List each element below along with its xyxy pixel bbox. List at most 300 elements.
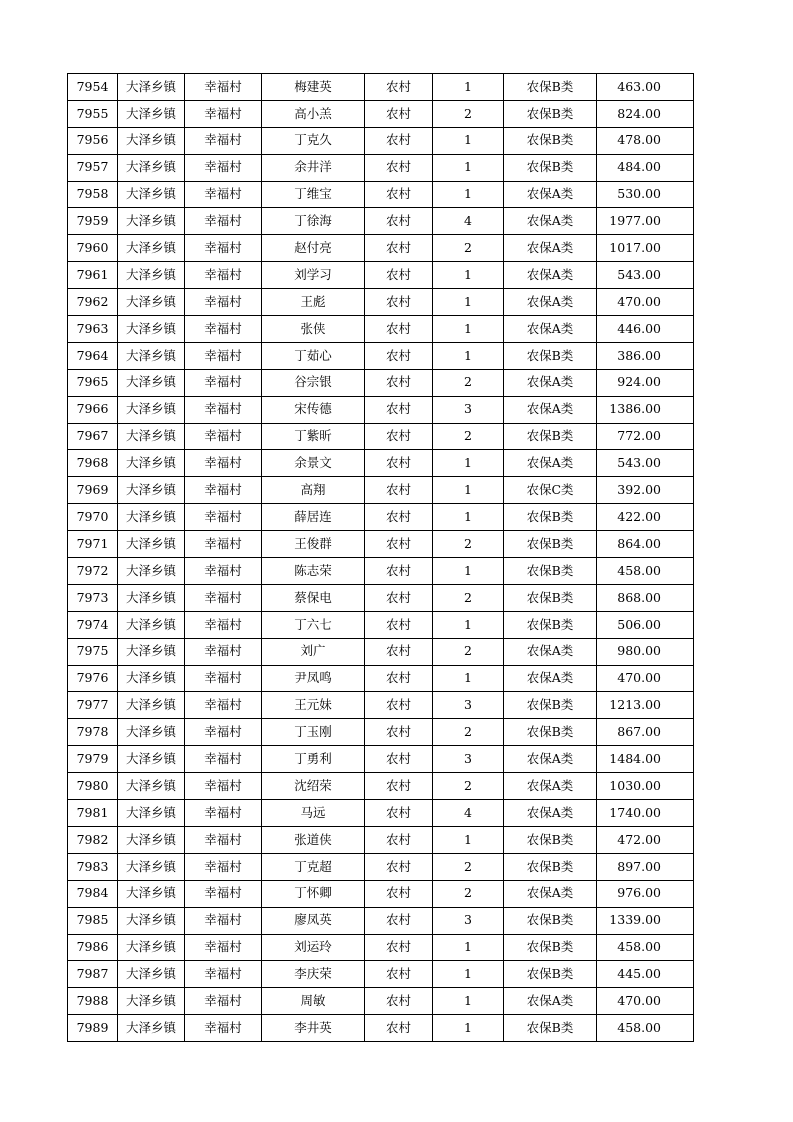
- table-row: [68, 262, 694, 289]
- township-cell: 大泽乡镇: [118, 719, 185, 746]
- area-type-cell: 农村: [365, 504, 433, 531]
- household-count-cell: 2: [433, 853, 504, 880]
- amount-cell: 1339.00: [597, 907, 694, 934]
- household-count-cell: 3: [433, 746, 504, 773]
- village-cell: 幸福村: [185, 638, 262, 665]
- township-cell: 大泽乡镇: [118, 826, 185, 853]
- table-row: [68, 396, 694, 423]
- table-row: [68, 558, 694, 585]
- village-cell: 幸福村: [185, 423, 262, 450]
- household-count-cell: 1: [433, 665, 504, 692]
- amount-cell: 446.00: [597, 316, 694, 343]
- village-cell: 幸福村: [185, 692, 262, 719]
- township-cell: 大泽乡镇: [118, 584, 185, 611]
- row-number-cell: 7960: [68, 235, 118, 262]
- village-cell: 幸福村: [185, 262, 262, 289]
- township-cell: 大泽乡镇: [118, 907, 185, 934]
- township-cell: 大泽乡镇: [118, 208, 185, 235]
- table-row: [68, 100, 694, 127]
- row-number-cell: 7966: [68, 396, 118, 423]
- table-row: [68, 746, 694, 773]
- area-type-cell: 农村: [365, 342, 433, 369]
- row-number-cell: 7987: [68, 961, 118, 988]
- area-type-cell: 农村: [365, 289, 433, 316]
- township-cell: 大泽乡镇: [118, 692, 185, 719]
- insurance-category-cell: 农保B类: [504, 127, 597, 154]
- insurance-category-cell: 农保A类: [504, 262, 597, 289]
- row-number-cell: 7956: [68, 127, 118, 154]
- name-cell: 丁勇利: [262, 746, 365, 773]
- table-row: [68, 880, 694, 907]
- name-cell: 刘运玲: [262, 934, 365, 961]
- row-number-cell: 7964: [68, 342, 118, 369]
- row-number-cell: 7985: [68, 907, 118, 934]
- township-cell: 大泽乡镇: [118, 934, 185, 961]
- area-type-cell: 农村: [365, 208, 433, 235]
- amount-cell: 1977.00: [597, 208, 694, 235]
- amount-cell: 484.00: [597, 154, 694, 181]
- row-number-cell: 7965: [68, 369, 118, 396]
- area-type-cell: 农村: [365, 235, 433, 262]
- table-row: [68, 934, 694, 961]
- insurance-category-cell: 农保A类: [504, 181, 597, 208]
- household-count-cell: 1: [433, 342, 504, 369]
- area-type-cell: 农村: [365, 558, 433, 585]
- village-cell: 幸福村: [185, 289, 262, 316]
- township-cell: 大泽乡镇: [118, 638, 185, 665]
- township-cell: 大泽乡镇: [118, 853, 185, 880]
- amount-cell: 924.00: [597, 369, 694, 396]
- area-type-cell: 农村: [365, 800, 433, 827]
- table-row: [68, 719, 694, 746]
- amount-cell: 824.00: [597, 100, 694, 127]
- amount-cell: 386.00: [597, 342, 694, 369]
- name-cell: 李庆荣: [262, 961, 365, 988]
- name-cell: 沈绍荣: [262, 773, 365, 800]
- name-cell: 丁六七: [262, 611, 365, 638]
- row-number-cell: 7969: [68, 477, 118, 504]
- name-cell: 王元妹: [262, 692, 365, 719]
- table-row: [68, 504, 694, 531]
- area-type-cell: 农村: [365, 961, 433, 988]
- amount-cell: 868.00: [597, 584, 694, 611]
- table-row: [68, 826, 694, 853]
- table-row: [68, 369, 694, 396]
- name-cell: 张道侠: [262, 826, 365, 853]
- township-cell: 大泽乡镇: [118, 235, 185, 262]
- row-number-cell: 7979: [68, 746, 118, 773]
- village-cell: 幸福村: [185, 880, 262, 907]
- row-number-cell: 7957: [68, 154, 118, 181]
- area-type-cell: 农村: [365, 154, 433, 181]
- township-cell: 大泽乡镇: [118, 961, 185, 988]
- name-cell: 廖凤英: [262, 907, 365, 934]
- area-type-cell: 农村: [365, 316, 433, 343]
- area-type-cell: 农村: [365, 396, 433, 423]
- name-cell: 陈志荣: [262, 558, 365, 585]
- table-row: [68, 907, 694, 934]
- area-type-cell: 农村: [365, 74, 433, 101]
- insurance-category-cell: 农保B类: [504, 100, 597, 127]
- amount-cell: 980.00: [597, 638, 694, 665]
- area-type-cell: 农村: [365, 988, 433, 1015]
- insurance-category-cell: 农保A类: [504, 369, 597, 396]
- insurance-category-cell: 农保A类: [504, 665, 597, 692]
- insurance-category-cell: 农保A类: [504, 773, 597, 800]
- area-type-cell: 农村: [365, 262, 433, 289]
- insurance-category-cell: 农保B类: [504, 342, 597, 369]
- table-row: [68, 450, 694, 477]
- row-number-cell: 7972: [68, 558, 118, 585]
- name-cell: 王彪: [262, 289, 365, 316]
- village-cell: 幸福村: [185, 826, 262, 853]
- table-row: [68, 289, 694, 316]
- table-row: [68, 316, 694, 343]
- name-cell: 高翔: [262, 477, 365, 504]
- area-type-cell: 农村: [365, 450, 433, 477]
- name-cell: 丁徐海: [262, 208, 365, 235]
- name-cell: 张侠: [262, 316, 365, 343]
- name-cell: 丁克超: [262, 853, 365, 880]
- village-cell: 幸福村: [185, 853, 262, 880]
- insurance-category-cell: 农保B类: [504, 611, 597, 638]
- insurance-category-cell: 农保A类: [504, 746, 597, 773]
- insurance-category-cell: 农保B类: [504, 1015, 597, 1042]
- name-cell: 丁茹心: [262, 342, 365, 369]
- area-type-cell: 农村: [365, 880, 433, 907]
- table-row: [68, 477, 694, 504]
- household-count-cell: 3: [433, 396, 504, 423]
- township-cell: 大泽乡镇: [118, 396, 185, 423]
- township-cell: 大泽乡镇: [118, 558, 185, 585]
- insurance-category-cell: 农保B类: [504, 531, 597, 558]
- household-count-cell: 1: [433, 262, 504, 289]
- township-cell: 大泽乡镇: [118, 773, 185, 800]
- name-cell: 刘学习: [262, 262, 365, 289]
- amount-cell: 458.00: [597, 1015, 694, 1042]
- insurance-category-cell: 农保A类: [504, 289, 597, 316]
- amount-cell: 1484.00: [597, 746, 694, 773]
- name-cell: 王俊群: [262, 531, 365, 558]
- area-type-cell: 农村: [365, 665, 433, 692]
- name-cell: 丁克久: [262, 127, 365, 154]
- row-number-cell: 7955: [68, 100, 118, 127]
- village-cell: 幸福村: [185, 665, 262, 692]
- village-cell: 幸福村: [185, 504, 262, 531]
- name-cell: 蔡保电: [262, 584, 365, 611]
- table-row: [68, 800, 694, 827]
- household-count-cell: 2: [433, 100, 504, 127]
- household-count-cell: 1: [433, 154, 504, 181]
- township-cell: 大泽乡镇: [118, 611, 185, 638]
- insurance-category-cell: 农保A类: [504, 316, 597, 343]
- insurance-category-cell: 农保A类: [504, 235, 597, 262]
- table-row: [68, 342, 694, 369]
- table-row: [68, 154, 694, 181]
- row-number-cell: 7961: [68, 262, 118, 289]
- area-type-cell: 农村: [365, 719, 433, 746]
- village-cell: 幸福村: [185, 316, 262, 343]
- name-cell: 丁维宝: [262, 181, 365, 208]
- row-number-cell: 7975: [68, 638, 118, 665]
- table-row: [68, 665, 694, 692]
- table-row: [68, 208, 694, 235]
- table-row: [68, 611, 694, 638]
- name-cell: 刘广: [262, 638, 365, 665]
- village-cell: 幸福村: [185, 934, 262, 961]
- name-cell: 宋传德: [262, 396, 365, 423]
- row-number-cell: 7978: [68, 719, 118, 746]
- amount-cell: 543.00: [597, 262, 694, 289]
- insurance-category-cell: 农保B类: [504, 719, 597, 746]
- township-cell: 大泽乡镇: [118, 154, 185, 181]
- name-cell: 薛居连: [262, 504, 365, 531]
- township-cell: 大泽乡镇: [118, 450, 185, 477]
- village-cell: 幸福村: [185, 369, 262, 396]
- amount-cell: 867.00: [597, 719, 694, 746]
- row-number-cell: 7989: [68, 1015, 118, 1042]
- township-cell: 大泽乡镇: [118, 369, 185, 396]
- amount-cell: 422.00: [597, 504, 694, 531]
- household-count-cell: 1: [433, 611, 504, 638]
- township-cell: 大泽乡镇: [118, 262, 185, 289]
- insurance-category-cell: 农保B类: [504, 907, 597, 934]
- amount-cell: 458.00: [597, 558, 694, 585]
- area-type-cell: 农村: [365, 1015, 433, 1042]
- insurance-category-cell: 农保A类: [504, 396, 597, 423]
- amount-cell: 897.00: [597, 853, 694, 880]
- row-number-cell: 7963: [68, 316, 118, 343]
- insurance-category-cell: 农保B类: [504, 692, 597, 719]
- household-count-cell: 4: [433, 800, 504, 827]
- row-number-cell: 7971: [68, 531, 118, 558]
- table-row: [68, 531, 694, 558]
- township-cell: 大泽乡镇: [118, 880, 185, 907]
- household-count-cell: 1: [433, 1015, 504, 1042]
- household-count-cell: 2: [433, 531, 504, 558]
- household-count-cell: 1: [433, 450, 504, 477]
- village-cell: 幸福村: [185, 181, 262, 208]
- row-number-cell: 7954: [68, 74, 118, 101]
- name-cell: 高小羔: [262, 100, 365, 127]
- village-cell: 幸福村: [185, 100, 262, 127]
- amount-cell: 1386.00: [597, 396, 694, 423]
- name-cell: 丁紫昕: [262, 423, 365, 450]
- village-cell: 幸福村: [185, 988, 262, 1015]
- insurance-category-cell: 农保C类: [504, 477, 597, 504]
- household-count-cell: 1: [433, 504, 504, 531]
- name-cell: 赵付亮: [262, 235, 365, 262]
- amount-cell: 1030.00: [597, 773, 694, 800]
- row-number-cell: 7962: [68, 289, 118, 316]
- township-cell: 大泽乡镇: [118, 342, 185, 369]
- village-cell: 幸福村: [185, 477, 262, 504]
- name-cell: 李井英: [262, 1015, 365, 1042]
- amount-cell: 470.00: [597, 289, 694, 316]
- row-number-cell: 7967: [68, 423, 118, 450]
- township-cell: 大泽乡镇: [118, 74, 185, 101]
- insurance-category-cell: 农保A类: [504, 800, 597, 827]
- amount-cell: 470.00: [597, 665, 694, 692]
- village-cell: 幸福村: [185, 127, 262, 154]
- insurance-category-cell: 农保A类: [504, 880, 597, 907]
- insurance-category-cell: 农保B类: [504, 853, 597, 880]
- village-cell: 幸福村: [185, 907, 262, 934]
- row-number-cell: 7981: [68, 800, 118, 827]
- village-cell: 幸福村: [185, 74, 262, 101]
- name-cell: 丁玉刚: [262, 719, 365, 746]
- household-count-cell: 1: [433, 181, 504, 208]
- amount-cell: 472.00: [597, 826, 694, 853]
- table-row: [68, 638, 694, 665]
- village-cell: 幸福村: [185, 558, 262, 585]
- row-number-cell: 7983: [68, 853, 118, 880]
- amount-cell: 543.00: [597, 450, 694, 477]
- table-row: [68, 988, 694, 1015]
- township-cell: 大泽乡镇: [118, 181, 185, 208]
- village-cell: 幸福村: [185, 719, 262, 746]
- insurance-category-cell: 农保B类: [504, 423, 597, 450]
- township-cell: 大泽乡镇: [118, 746, 185, 773]
- name-cell: 梅建英: [262, 74, 365, 101]
- village-cell: 幸福村: [185, 154, 262, 181]
- area-type-cell: 农村: [365, 531, 433, 558]
- household-count-cell: 1: [433, 988, 504, 1015]
- data-table: [67, 73, 694, 1042]
- village-cell: 幸福村: [185, 396, 262, 423]
- insurance-category-cell: 农保A类: [504, 208, 597, 235]
- row-number-cell: 7970: [68, 504, 118, 531]
- row-number-cell: 7959: [68, 208, 118, 235]
- table-row: [68, 74, 694, 101]
- name-cell: 周敏: [262, 988, 365, 1015]
- area-type-cell: 农村: [365, 773, 433, 800]
- amount-cell: 463.00: [597, 74, 694, 101]
- township-cell: 大泽乡镇: [118, 100, 185, 127]
- township-cell: 大泽乡镇: [118, 531, 185, 558]
- household-count-cell: 3: [433, 692, 504, 719]
- household-count-cell: 1: [433, 934, 504, 961]
- village-cell: 幸福村: [185, 342, 262, 369]
- household-count-cell: 1: [433, 289, 504, 316]
- township-cell: 大泽乡镇: [118, 423, 185, 450]
- household-count-cell: 2: [433, 423, 504, 450]
- row-number-cell: 7977: [68, 692, 118, 719]
- area-type-cell: 农村: [365, 853, 433, 880]
- table-row: [68, 584, 694, 611]
- household-count-cell: 1: [433, 74, 504, 101]
- household-count-cell: 1: [433, 316, 504, 343]
- household-count-cell: 2: [433, 880, 504, 907]
- household-count-cell: 1: [433, 826, 504, 853]
- village-cell: 幸福村: [185, 235, 262, 262]
- area-type-cell: 农村: [365, 826, 433, 853]
- household-count-cell: 1: [433, 477, 504, 504]
- area-type-cell: 农村: [365, 369, 433, 396]
- household-count-cell: 1: [433, 558, 504, 585]
- amount-cell: 530.00: [597, 181, 694, 208]
- insurance-category-cell: 农保B类: [504, 961, 597, 988]
- township-cell: 大泽乡镇: [118, 127, 185, 154]
- insurance-category-cell: 农保A类: [504, 988, 597, 1015]
- village-cell: 幸福村: [185, 773, 262, 800]
- name-cell: 尹凤鸣: [262, 665, 365, 692]
- table-row: [68, 692, 694, 719]
- household-count-cell: 2: [433, 773, 504, 800]
- amount-cell: 772.00: [597, 423, 694, 450]
- insurance-category-cell: 农保A类: [504, 638, 597, 665]
- row-number-cell: 7980: [68, 773, 118, 800]
- insurance-category-cell: 农保B类: [504, 504, 597, 531]
- village-cell: 幸福村: [185, 746, 262, 773]
- table-row: [68, 773, 694, 800]
- area-type-cell: 农村: [365, 934, 433, 961]
- household-count-cell: 2: [433, 719, 504, 746]
- township-cell: 大泽乡镇: [118, 289, 185, 316]
- area-type-cell: 农村: [365, 127, 433, 154]
- amount-cell: 478.00: [597, 127, 694, 154]
- insurance-category-cell: 农保B类: [504, 558, 597, 585]
- township-cell: 大泽乡镇: [118, 988, 185, 1015]
- township-cell: 大泽乡镇: [118, 504, 185, 531]
- village-cell: 幸福村: [185, 961, 262, 988]
- insurance-category-cell: 农保B类: [504, 826, 597, 853]
- area-type-cell: 农村: [365, 423, 433, 450]
- area-type-cell: 农村: [365, 477, 433, 504]
- amount-cell: 445.00: [597, 961, 694, 988]
- household-count-cell: 3: [433, 907, 504, 934]
- area-type-cell: 农村: [365, 584, 433, 611]
- amount-cell: 1017.00: [597, 235, 694, 262]
- village-cell: 幸福村: [185, 584, 262, 611]
- area-type-cell: 农村: [365, 181, 433, 208]
- row-number-cell: 7973: [68, 584, 118, 611]
- household-count-cell: 2: [433, 638, 504, 665]
- township-cell: 大泽乡镇: [118, 477, 185, 504]
- row-number-cell: 7958: [68, 181, 118, 208]
- village-cell: 幸福村: [185, 450, 262, 477]
- name-cell: 余井洋: [262, 154, 365, 181]
- village-cell: 幸福村: [185, 208, 262, 235]
- name-cell: 谷宗银: [262, 369, 365, 396]
- village-cell: 幸福村: [185, 1015, 262, 1042]
- amount-cell: 470.00: [597, 988, 694, 1015]
- household-count-cell: 2: [433, 584, 504, 611]
- township-cell: 大泽乡镇: [118, 1015, 185, 1042]
- area-type-cell: 农村: [365, 611, 433, 638]
- household-count-cell: 4: [433, 208, 504, 235]
- insurance-category-cell: 农保B类: [504, 584, 597, 611]
- row-number-cell: 7974: [68, 611, 118, 638]
- amount-cell: 1740.00: [597, 800, 694, 827]
- township-cell: 大泽乡镇: [118, 316, 185, 343]
- table-row: [68, 853, 694, 880]
- township-cell: 大泽乡镇: [118, 665, 185, 692]
- village-cell: 幸福村: [185, 611, 262, 638]
- township-cell: 大泽乡镇: [118, 800, 185, 827]
- row-number-cell: 7986: [68, 934, 118, 961]
- area-type-cell: 农村: [365, 100, 433, 127]
- table-row: [68, 423, 694, 450]
- insurance-category-cell: 农保A类: [504, 450, 597, 477]
- amount-cell: 976.00: [597, 880, 694, 907]
- area-type-cell: 农村: [365, 692, 433, 719]
- amount-cell: 506.00: [597, 611, 694, 638]
- name-cell: 丁怀卿: [262, 880, 365, 907]
- insurance-category-cell: 农保B类: [504, 74, 597, 101]
- row-number-cell: 7968: [68, 450, 118, 477]
- amount-cell: 1213.00: [597, 692, 694, 719]
